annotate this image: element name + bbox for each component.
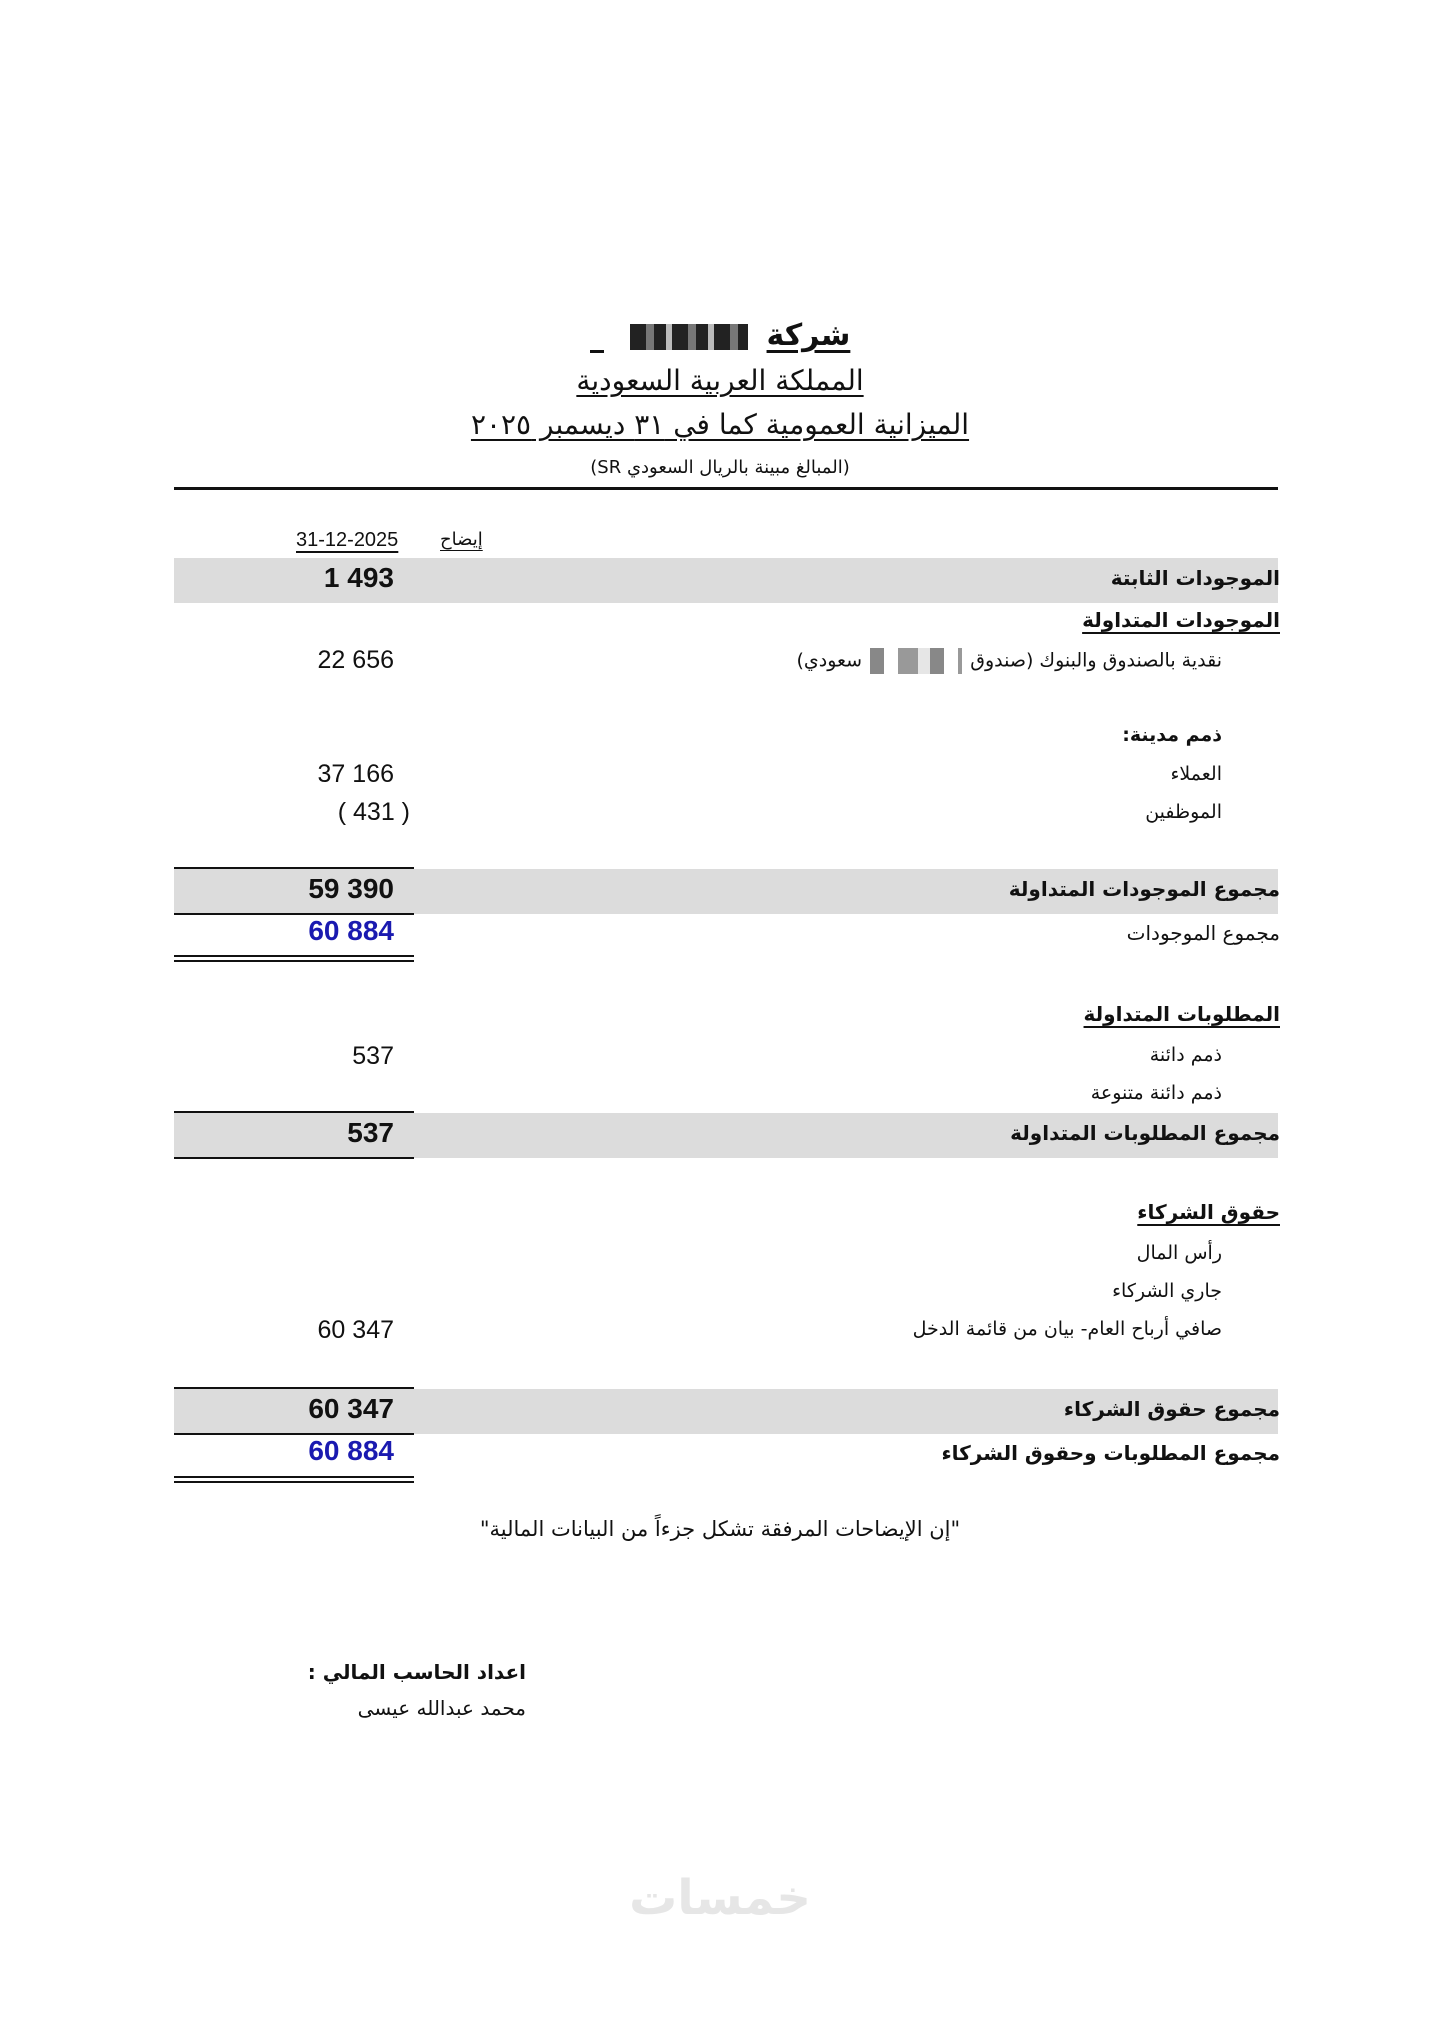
- customers-label: العملاء: [1170, 763, 1222, 785]
- redacted-company-name: [630, 324, 748, 350]
- partners-current-label: جاري الشركاء: [1112, 1280, 1222, 1302]
- net-profit-value: 60 347: [317, 1316, 394, 1344]
- total-liabilities-equity-value: 60 884: [308, 1435, 394, 1466]
- total-liabilities-equity-double-rule-1: [174, 1476, 414, 1478]
- cash-label-suffix: سعودي): [796, 649, 863, 672]
- capital-label: رأس المال: [1136, 1242, 1222, 1264]
- employees-label: الموظفين: [1145, 801, 1222, 823]
- cash-label: نقدية بالصندوق والبنوك (صندوق: [970, 649, 1222, 672]
- total-assets-label: مجموع الموجودات: [1126, 921, 1280, 945]
- fixed-assets-label: الموجودات الثابتة: [1110, 566, 1280, 590]
- total-liabilities-equity-double-rule-2: [174, 1481, 414, 1483]
- country-title: المملكة العربية السعودية: [576, 364, 864, 397]
- current-liabilities-total-label: مجموع المطلوبات المتداولة: [1010, 1121, 1280, 1145]
- payables-label: ذمم دائنة: [1149, 1044, 1222, 1066]
- current-liabilities-total-value: 537: [347, 1117, 394, 1148]
- fixed-assets-value: 1 493: [323, 562, 394, 593]
- current-liabilities-heading: المطلوبات المتداولة: [1083, 1002, 1280, 1026]
- equity-total-label: مجموع حقوق الشركاء: [1063, 1397, 1280, 1421]
- total-assets-double-rule-2: [174, 960, 414, 962]
- other-payables-label: ذمم دائنة متنوعة: [1090, 1082, 1222, 1104]
- redacted-fund-name: [870, 648, 962, 674]
- financial-notes-statement: "إن الإيضاحات المرفقة تشكل جزءاً من البيانات المالية": [479, 1517, 961, 1541]
- current-assets-total-label: مجموع الموجودات المتداولة: [1008, 877, 1280, 901]
- currency-note: (المبالغ مبينة بالريال السعودي SR): [590, 457, 850, 478]
- total-liabilities-equity-label: مجموع المطلوبات وحقوق الشركاء: [941, 1441, 1280, 1465]
- redacted-underline: [590, 350, 604, 353]
- equity-heading: حقوق الشركاء: [1137, 1200, 1280, 1224]
- total-assets-value: 60 884: [308, 915, 394, 946]
- header-rule: [174, 487, 1278, 490]
- total-assets-double-rule-1: [174, 955, 414, 957]
- statement-title: الميزانية العمومية كما في ٣١ ديسمبر ٢٠٢٥: [470, 408, 970, 441]
- cash-value: 22 656: [317, 646, 394, 674]
- equity-total-value: 60 347: [308, 1393, 394, 1424]
- current-assets-total-value: 59 390: [308, 873, 394, 904]
- cash-line: [796, 648, 1222, 674]
- date-column-header: 31-12-2025: [296, 529, 399, 551]
- note-column-header: إيضاح: [440, 529, 483, 550]
- payables-value: 537: [352, 1042, 394, 1070]
- employees-value: ( 431 ): [337, 798, 410, 826]
- company-name-line: [0, 318, 1440, 353]
- current-assets-heading: الموجودات المتداولة: [1082, 608, 1280, 632]
- prepared-by-label: اعداد الحاسب المالي :: [307, 1660, 526, 1684]
- customers-value: 37 166: [317, 760, 394, 788]
- watermark-logo: خمسات: [629, 1870, 811, 1926]
- receivables-heading: ذمم مدينة:: [1122, 724, 1222, 746]
- net-profit-label: صافي أرباح العام- بيان من قائمة الدخل: [912, 1318, 1222, 1340]
- prepared-by-name: محمد عبدالله عيسى: [357, 1696, 526, 1720]
- current-liabilities-total-bottom-rule: [174, 1157, 414, 1159]
- company-label: شركة: [766, 318, 851, 353]
